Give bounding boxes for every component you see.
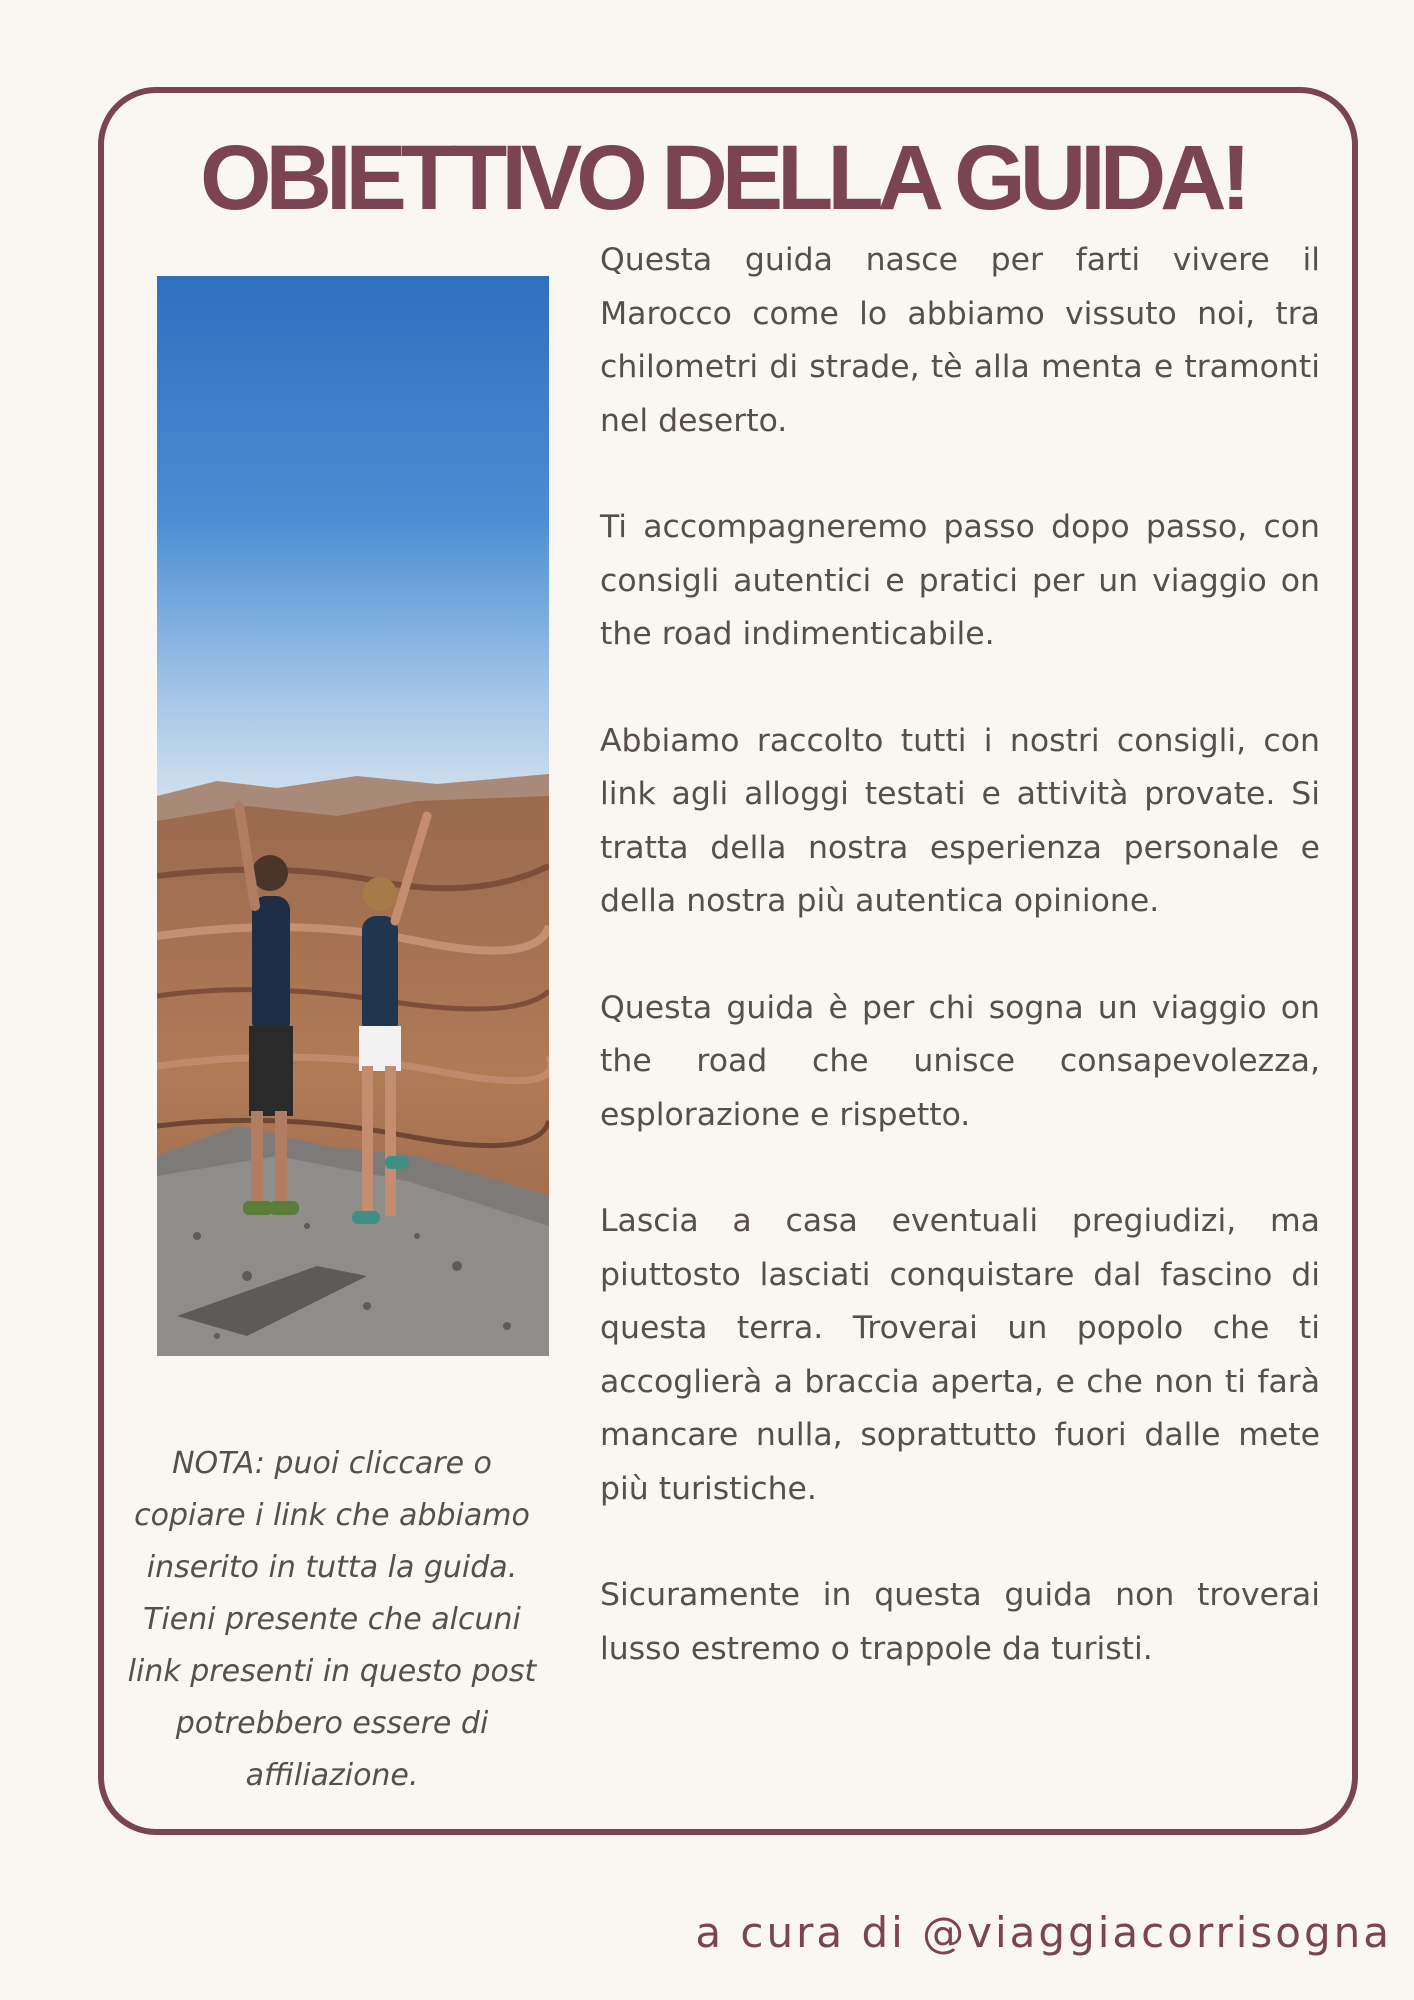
paragraph-prejudice: Lascia a casa eventuali pregiudizi, ma piuttosto lasciati conquistare dal fascino di questa terra. Troverai un popolo che ti accoglierà a braccia aperta, e che non ti farà mancare nulla, soprattutto fuori dalle mete più turistiche. <box>600 1203 1320 1507</box>
page-title: OBIETTIVO DELLA GUIDA! <box>200 127 1246 229</box>
paragraph-accompany: Ti accompagneremo passo dopo passo, con consigli autentici e pratici per un viaggio on the road indimenticabile. <box>600 509 1320 652</box>
paragraph-audience: Questa guida è per chi sogna un viaggio on the road che unisce consapevolezza, esplorazione e rispetto. <box>600 989 1320 1133</box>
photo-illustration <box>157 276 549 1356</box>
author-signature: a cura di @viaggiacorrisogna <box>695 1908 1392 1957</box>
guide-description <box>600 234 1320 1729</box>
paragraph-closing: Sicuramente in questa guida non troverai lusso estremo o trappole da turisti. <box>600 1577 1320 1667</box>
desert-canyon-photo <box>157 276 549 1356</box>
paragraph-tips: Abbiamo raccolto tutti i nostri consigli, con link agli alloggi testati e attività provate. Si tratta della nostra esperienza personale e della nostra più autentica opinione. <box>600 722 1320 919</box>
paragraph-intro: Questa guida nasce per farti vivere il Marocco come lo abbiamo vissuto noi, tra chilometri di strade, tè alla menta e tramonti nel deserto. <box>600 242 1320 439</box>
affiliate-note: NOTA: puoi cliccare o copiare i link che abbiamo inserito in tutta la guida. Tieni presente che alcuni link presenti in questo post potrebbero essere di affiliazione. <box>127 1446 537 1793</box>
